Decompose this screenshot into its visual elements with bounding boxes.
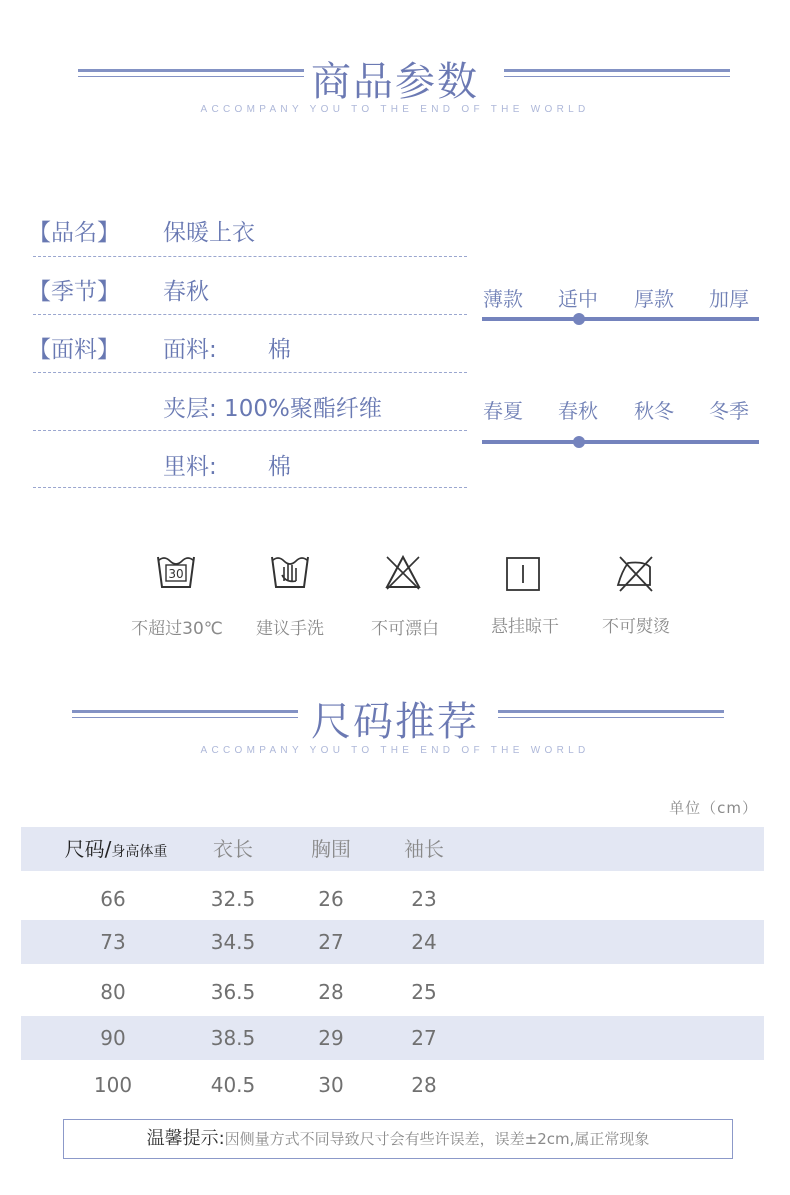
tip-text: 因侧量方式不同导致尺寸会有些许误差，误差±2cm,属正常现象 [224,1130,650,1148]
table-row [21,920,764,964]
table-cell: 73 [100,930,126,954]
care-label: 不可漂白 [371,619,439,639]
thickness-option: 适中 [558,287,598,311]
table-cell: 100 [93,1073,133,1097]
hang-dry-icon [503,555,543,595]
season-indicator [573,436,585,448]
care-label: 悬挂晾干 [491,617,559,637]
divider [33,487,467,488]
param-label-season: 【季节】 [28,279,120,305]
table-row [21,970,764,1014]
season-option: 春夏 [483,399,523,423]
table-cell: 90 [100,1026,126,1050]
section-subtitle: ACCOMPANY YOU TO THE END OF THE WORLD [200,745,590,756]
table-cell: 66 [100,887,126,911]
table-cell: 26 [318,887,344,911]
table-cell: 38.5 [210,1026,256,1050]
thickness-option: 厚款 [634,287,674,311]
season-bar [482,440,759,444]
table-cell: 23 [411,887,437,911]
header-col: 胸围 [311,837,351,861]
section-size-heading [0,680,790,790]
table-row [21,877,764,921]
season-option: 秋冬 [634,399,674,423]
table-cell: 32.5 [210,887,256,911]
divider [33,256,467,257]
table-cell: 29 [318,1026,344,1050]
table-cell: 27 [318,930,344,954]
table-row [21,1016,764,1060]
table-header [21,827,764,871]
table-cell: 27 [411,1026,437,1050]
care-label: 不超过30℃ [131,619,223,639]
thickness-option: 加厚 [709,287,749,311]
header-col: 衣长 [213,837,253,861]
thickness-indicator [573,313,585,325]
hand-wash-icon [270,551,310,591]
divider [33,314,467,315]
thickness-bar [482,317,759,321]
season-option: 冬季 [709,399,749,423]
table-cell: 28 [318,980,344,1004]
table-cell: 80 [100,980,126,1004]
care-label: 建议手洗 [256,619,324,639]
table-row [21,1063,764,1107]
unit-label: 单位（cm） [669,799,758,817]
thickness-option: 薄款 [483,287,523,311]
param-value-name: 保暖上衣 [163,220,255,246]
header-size: 尺码/身高体重 [64,837,168,861]
no-iron-icon [614,553,654,593]
param-label-fabric: 【面料】 [28,337,120,363]
tip-box [63,1119,733,1159]
section-title: 尺码推荐 [311,699,479,745]
param-value-inner: 里料: 棉 [163,454,291,480]
season-option: 春秋 [558,399,598,423]
section-title: 商品参数 [311,59,479,105]
divider [33,430,467,431]
table-cell: 28 [411,1073,437,1097]
param-label-name: 【品名】 [28,220,120,246]
divider [33,372,467,373]
param-value-fabric: 面料: 棉 [163,337,291,363]
header-col: 袖长 [404,837,444,861]
table-cell: 36.5 [210,980,256,1004]
no-bleach-icon [383,553,423,593]
param-value-season: 春秋 [163,279,209,305]
section-subtitle: ACCOMPANY YOU TO THE END OF THE WORLD [200,104,590,115]
wash-30-icon [156,551,196,591]
svg-text:30: 30 [168,567,184,581]
care-label: 不可熨烫 [602,617,670,637]
section-params-heading [0,40,790,150]
table-cell: 34.5 [210,930,256,954]
table-cell: 25 [411,980,437,1004]
table-cell: 40.5 [210,1073,256,1097]
table-cell: 30 [318,1073,344,1097]
param-value-lining: 夹层: 100%聚酯纤维 [163,396,382,422]
tip-label: 温馨提示: [146,1128,225,1149]
table-cell: 24 [411,930,437,954]
